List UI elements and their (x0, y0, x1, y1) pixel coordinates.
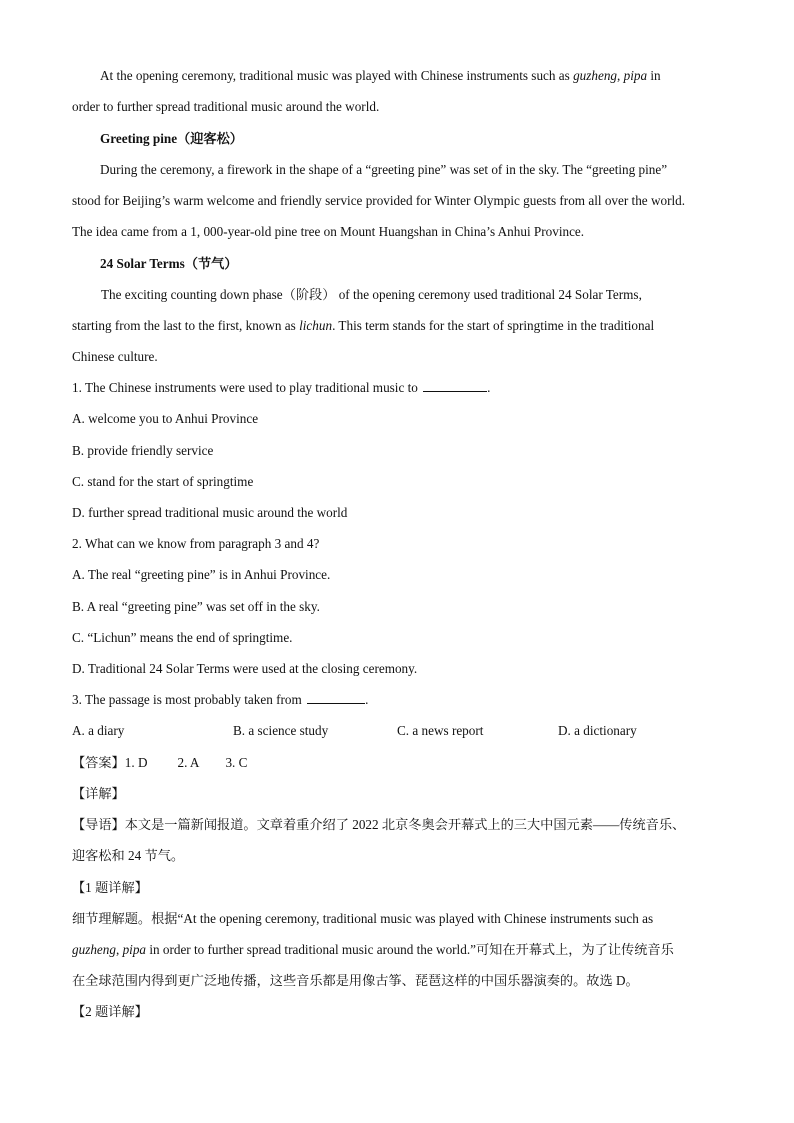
answer-blank (307, 691, 365, 704)
text: 3. The passage is most probably taken from (72, 692, 302, 707)
question-2-explanation-title: 【2 题详解】 (72, 1004, 148, 1019)
text: At the opening ceremony, traditional music was played with Chinese instruments such as (100, 68, 574, 83)
text: in order to further spread traditional music around the world.”可知在开幕式上，为了让传统音乐 (146, 942, 674, 957)
question-1-option-b: B. provide friendly service (72, 443, 214, 458)
italic-term: guzheng (573, 68, 618, 83)
guide-line-2: 迎客松和 24 节气。 (72, 848, 185, 863)
passage-paragraph-2-line-2: stood for Beijing’s warm welcome and friendly service provided for Winter Olympic guests from all over the world. (72, 193, 686, 208)
text: , (115, 942, 123, 957)
question-1-option-c: C. stand for the start of springtime (72, 474, 254, 489)
answer-label: 【答案】 (72, 755, 125, 770)
answer-3: 3. C (225, 755, 248, 770)
italic-term: pipa (122, 942, 147, 957)
question-3-option-a: A. a diary (72, 723, 125, 738)
question-1-explanation-line-1: 细节理解题。根据“At the opening ceremony, traditional music was played with Chinese instruments such as (72, 911, 654, 926)
text: . This term stands for the start of springtime in the traditional (332, 318, 655, 333)
question-1-explanation-title: 【1 题详解】 (72, 880, 148, 895)
explanation-label: 【详解】 (72, 786, 125, 801)
passage-paragraph-1-line-2: order to further spread traditional music around the world. (72, 99, 380, 114)
answer-blank (423, 379, 487, 392)
answer-2: 2. A (177, 755, 200, 770)
section-heading-greeting-pine: Greeting pine（迎客松） (100, 131, 243, 146)
passage-paragraph-2-line-3: The idea came from a 1, 000-year-old pine tree on Mount Huangshan in China’s Anhui Province. (72, 224, 585, 239)
question-1-stem (72, 379, 490, 397)
passage-paragraph-2-line-1: During the ceremony, a firework in the shape of a “greeting pine” was set of in the sky. The “greeting pine” (100, 162, 668, 177)
passage-paragraph-1-line-1 (100, 67, 661, 85)
passage-paragraph-3-line-1: The exciting counting down phase（阶段） of the opening ceremony used traditional 24 Solar Terms, (101, 287, 642, 302)
passage-paragraph-3-line-3: Chinese culture. (72, 349, 158, 364)
question-1-option-a: A. welcome you to Anhui Province (72, 411, 259, 426)
italic-term: lichun (299, 318, 333, 333)
guide-line-1: 【导语】本文是一篇新闻报道。文章着重介绍了 2022 北京冬奥会开幕式上的三大中国元素——传统音乐、 (72, 817, 686, 832)
answer-1: 1. D (124, 755, 148, 770)
question-2-stem: 2. What can we know from paragraph 3 and 4? (72, 536, 320, 551)
answer-line (72, 754, 247, 772)
italic-term: guzheng (72, 942, 116, 957)
section-heading-solar-terms: 24 Solar Terms（节气） (100, 256, 238, 271)
text: . (487, 380, 491, 395)
question-2-option-d: D. Traditional 24 Solar Terms were used at the closing ceremony. (72, 661, 418, 676)
question-1-explanation-line-2 (72, 941, 674, 959)
italic-term: pipa (623, 68, 648, 83)
text: starting from the last to the first, known as (72, 318, 300, 333)
question-3-option-b: B. a science study (233, 723, 329, 738)
question-1-option-d: D. further spread traditional music around the world (72, 505, 348, 520)
question-1-explanation-line-3: 在全球范围内得到更广泛地传播，这些音乐都是用像古筝、琵琶这样的中国乐器演奏的。故选 D。 (72, 973, 639, 988)
question-3-option-c: C. a news report (397, 723, 484, 738)
question-2-option-c: C. “Lichun” means the end of springtime. (72, 630, 293, 645)
question-2-option-a: A. The real “greeting pine” is in Anhui Province. (72, 567, 331, 582)
text: . (365, 692, 369, 707)
passage-paragraph-3-line-2 (72, 317, 654, 335)
text: in (647, 68, 661, 83)
text: , (617, 68, 624, 83)
question-3-stem (72, 691, 368, 709)
question-3-option-d: D. a dictionary (558, 723, 637, 738)
question-2-option-b: B. A real “greeting pine” was set off in the sky. (72, 599, 320, 614)
text: 1. The Chinese instruments were used to play traditional music to (72, 380, 418, 395)
